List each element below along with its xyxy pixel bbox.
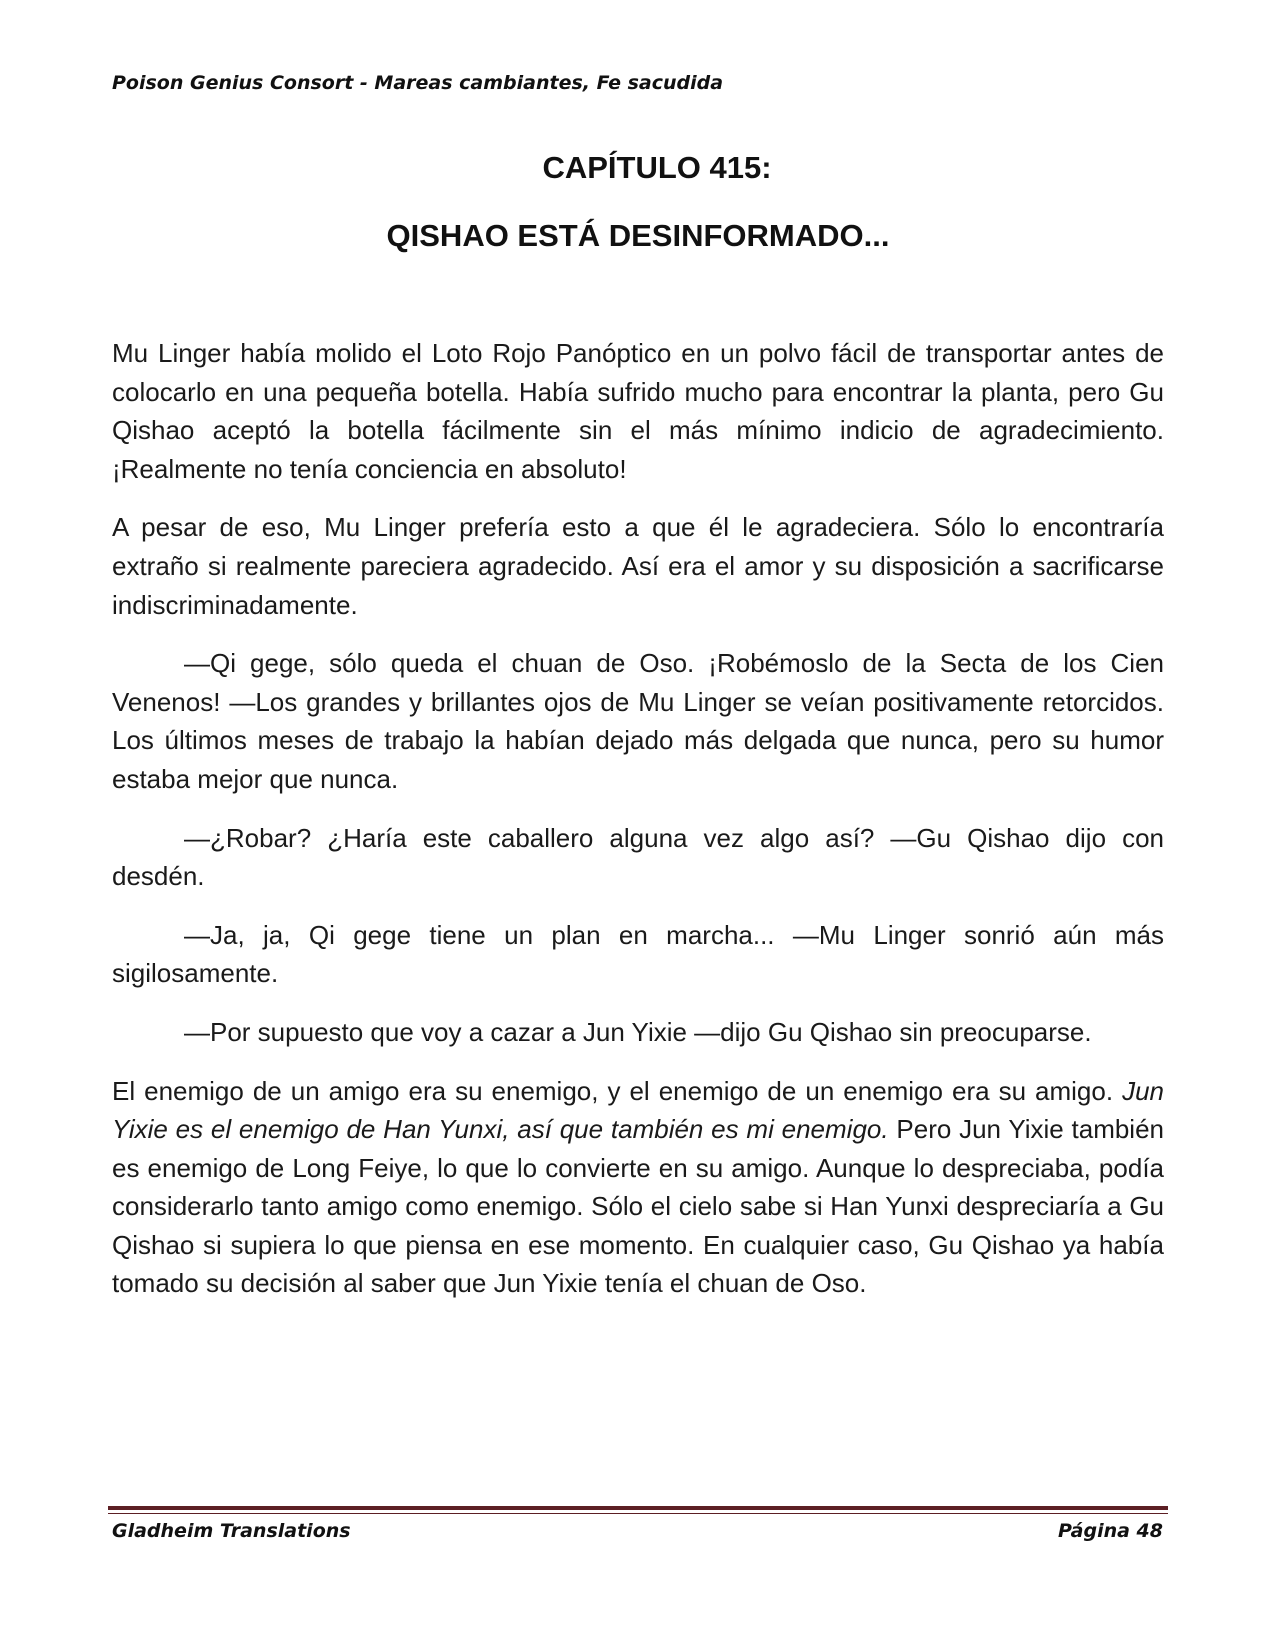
paragraph: A pesar de eso, Mu Linger prefería esto a que él le agradeciera. Sólo lo encontraría extraño si realmente pareciera agradecido. Así era el amor y su disposición a sacrificarse indiscriminadamente. [112, 512, 1164, 620]
italic-thought: Jun Yixie es el enemigo de Han Yunxi, así que también es mi enemigo. [112, 1075, 1164, 1145]
footer-rule-thin [108, 1513, 1168, 1514]
paragraph [112, 1072, 1164, 1304]
footer-rule [108, 1506, 1168, 1510]
running-header: Poison Genius Consort - Mareas cambiantes, Fe sacudida [112, 72, 724, 94]
dialogue-paragraph: —¿Robar? ¿Haría este caballero alguna vez algo así? —Gu Qishao dijo con desdén. [112, 822, 1164, 892]
footer-publisher: Gladheim Translations [112, 1520, 351, 1542]
chapter-number: CAPÍTULO 415: [542, 150, 772, 185]
paragraph: Mu Linger había molido el Loto Rojo Panóptico en un polvo fácil de transportar antes de colocarlo en una pequeña botella. Había sufrido mucho para encontrar la planta, pero Gu Qishao aceptó la botella fácilmente sin el más mínimo indicio de agradecimiento. ¡Realmente no tenía conciencia en absoluto! [112, 338, 1164, 484]
dialogue-paragraph: —Qi gege, sólo queda el chuan de Oso. ¡Robémoslo de la Secta de los Cien Venenos! —Los grandes y brillantes ojos de Mu Linger se veían positivamente retorcidos. Los últimos meses de trabajo la habían dejado más delgada que nunca, pero su humor estaba mejor que nunca. [112, 648, 1164, 794]
paragraph-text: El enemigo de un amigo era su enemigo, y el enemigo de un enemigo era su amigo. [112, 1075, 1123, 1106]
chapter-body [112, 334, 1164, 1323]
dialogue-paragraph: —Por supuesto que voy a cazar a Jun Yixie —dijo Gu Qishao sin preocuparse. [184, 1016, 1092, 1047]
paragraph-text: Pero Jun Yixie también es enemigo de Long Feiye, lo que lo convierte en su amigo. Aunque lo despreciaba, podía considerarlo tanto amigo como enemigo. Sólo el cielo sabe si Han Yunxi despreciaría a Gu Qishao si supiera lo que piensa en ese momento. En cualquier caso, Gu Qishao ya había tomado su decisión al saber que Jun Yixie tenía el chuan de Oso. [112, 1114, 1165, 1299]
chapter-title: QISHAO ESTÁ DESINFORMADO... [386, 218, 890, 253]
chapter-heading [112, 148, 1164, 256]
dialogue-paragraph: —Ja, ja, Qi gege tiene un plan en marcha... —Mu Linger sonrió aún más sigilosamente. [112, 919, 1164, 989]
footer-page-number: Página 48 [1057, 1520, 1163, 1542]
